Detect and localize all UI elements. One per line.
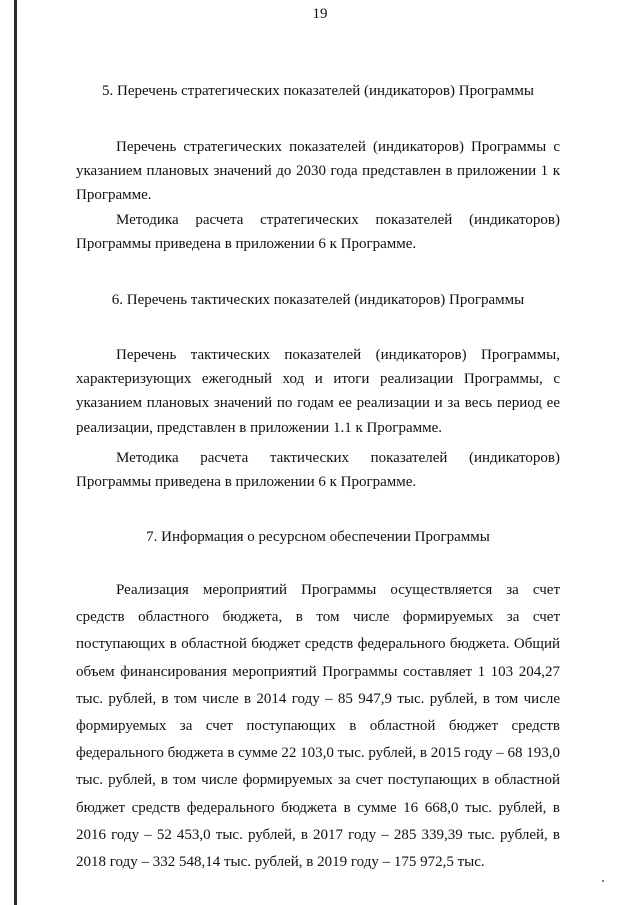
page-number: 19 [312,6,328,22]
section-6-paragraph-1: Перечень тактических показателей (индикаторов) Программы, характеризующих ежегодный ход и итоги реализации Программы, с указанием плановых значений по годам ее реализации и за весь период ее реализации, представлен в приложении 1.1 к Программе. [76,347,560,436]
section-6-heading: 6. Перечень тактических показателей (индикаторов) Программы [111,292,525,308]
section-7-paragraph-1: Реализация мероприятий Программы осуществляется за счет средств областного бюджета, в том числе формируемых за счет поступающих в областной бюджет средств федерального бюджета. Общий объем финансирования мероприятий Программы составляет 1 103 204,27 тыс. рублей, в том числе в 2014 году – 85 947,9 тыс. рублей, в том числе формируемых за счет поступающих в областной бюджет средств федерального бюджета в сумме 22 103,0 тыс. рублей, в 2015 году – 68 193,0 тыс. рублей, в том числе формируемых за счет поступающих в областной бюджет средств федерального бюджета в сумме 16 668,0 тыс. рублей, в 2016 году – 52 453,0 тыс. рублей, в 2017 году – 285 339,39 тыс. рублей, в 2018 году – 332 548,14 тыс. рублей, в 2019 году – 175 972,5 тыс. [76,582,560,871]
section-6-paragraph-2: Методика расчета тактических показателей (индикаторов) Программы приведена в приложении 6 к Программе. [76,450,560,491]
section-5-paragraph-1: Перечень стратегических показателей (индикаторов) Программы с указанием плановых значений до 2030 года представлен в приложении 1 к Программе. [76,139,560,204]
section-5-paragraph-2: Методика расчета стратегических показателей (индикаторов) Программы приведена в приложении 6 к Программе. [76,212,560,253]
section-5-heading: 5. Перечень стратегических показателей (индикаторов) Программы [102,83,534,99]
section-7-heading: 7. Информация о ресурсном обеспечении Программы [146,529,490,545]
